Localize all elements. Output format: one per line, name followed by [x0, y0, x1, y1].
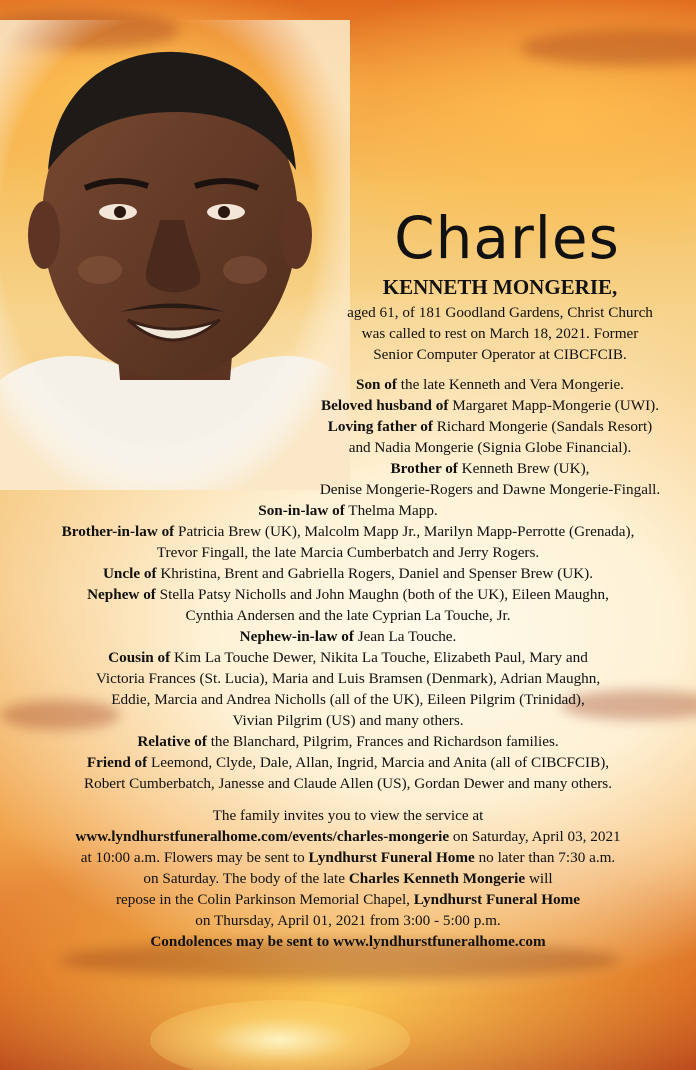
relation-father-of: Loving father of Richard Mongerie (Sandals Resort) — [327, 418, 653, 435]
relation-brother-of-cont: Denise Mongerie-Rogers and Dawne Mongerie-Fingall. — [319, 481, 661, 498]
service-chapel-line: repose in the Colin Parkinson Memorial Chapel, Lyndhurst Funeral Home — [115, 891, 581, 908]
sky-cloud — [520, 30, 696, 66]
relation-cousin-of-cont: Eddie, Marcia and Andrea Nicholls (all of the UK), Eileen Pilgrim (Trinidad), — [111, 691, 585, 708]
condolences-line[interactable]: Condolences may be sent to www.lyndhurstfuneralhome.com — [150, 933, 546, 950]
relation-son-in-law-of: Son-in-law of Thelma Mapp. — [258, 502, 438, 519]
relation-cousin-of-cont: Vivian Pilgrim (US) and many others. — [232, 712, 464, 729]
intro-line: was called to rest on March 18, 2021. Former — [361, 325, 639, 342]
service-details — [20, 805, 676, 952]
relation-relative-of: Relative of the Blanchard, Pilgrim, Frances and Richardson families. — [137, 733, 559, 750]
family-relations-lower — [20, 500, 676, 794]
relation-friend-of: Friend of Leemond, Clyde, Dale, Allan, Ingrid, Marcia and Anita (all of CIBCFCIB), — [86, 754, 610, 771]
service-viewing-line: on Saturday. The body of the late Charles Kenneth Mongerie will — [143, 870, 553, 887]
relation-son-of: Son of the late Kenneth and Vera Mongerie. — [356, 376, 624, 393]
relation-cousin-of-cont: Victoria Frances (St. Lucia), Maria and Luis Bramsen (Denmark), Adrian Maughn, — [95, 670, 601, 687]
relation-brother-of: Brother of Kenneth Brew (UK), — [390, 460, 590, 477]
service-url-link[interactable]: www.lyndhurstfuneralhome.com/events/charles-mongerie — [75, 828, 450, 845]
relation-brother-in-law-of: Brother-in-law of Patricia Brew (UK), Malcolm Mapp Jr., Marilyn Mapp-Perrotte (Grenada), — [61, 523, 635, 540]
relation-friend-of-cont: Robert Cumberbatch, Janesse and Claude Allen (US), Gordan Dewer and many others. — [83, 775, 613, 792]
service-date-line: on Thursday, April 01, 2021 from 3:00 - 5:00 p.m. — [195, 912, 501, 929]
family-relations-upper — [290, 374, 690, 500]
relation-nephew-of-cont: Cynthia Andersen and the late Cyprian La Touche, Jr. — [185, 607, 511, 624]
relation-nephew-in-law-of: Nephew-in-law of Jean La Touche. — [239, 628, 457, 645]
relation-husband-of: Beloved husband of Margaret Mapp-Mongerie (UWI). — [320, 397, 660, 414]
sun-reflection — [150, 1000, 410, 1070]
intro-paragraph — [330, 302, 670, 365]
service-time-line: at 10:00 a.m. Flowers may be sent to Lyndhurst Funeral Home no later than 7:30 a.m. — [80, 849, 616, 866]
relation-father-of-cont: and Nadia Mongerie (Signia Globe Financial). — [348, 439, 632, 456]
full-name-heading: KENNETH MONGERIE, — [382, 275, 618, 299]
intro-line: aged 61, of 181 Goodland Gardens, Christ Church — [347, 304, 653, 321]
intro-line: Senior Computer Operator at CIBCFCIB. — [373, 346, 627, 363]
first-name-heading: Charles — [394, 204, 620, 272]
relation-uncle-of: Uncle of Khristina, Brent and Gabriella Rogers, Daniel and Spenser Brew (UK). — [102, 565, 594, 582]
service-url-line: www.lyndhurstfuneralhome.com/events/charles-mongerie on Saturday, April 03, 2021 — [75, 828, 621, 845]
service-intro: The family invites you to view the service at — [212, 807, 484, 824]
relation-cousin-of: Cousin of Kim La Touche Dewer, Nikita La Touche, Elizabeth Paul, Mary and — [108, 649, 588, 666]
relation-nephew-of: Nephew of Stella Patsy Nicholls and John Maughn (both of the UK), Eileen Maughn, — [87, 586, 609, 603]
relation-brother-in-law-of-cont: Trevor Fingall, the late Marcia Cumberbatch and Jerry Rogers. — [156, 544, 540, 561]
